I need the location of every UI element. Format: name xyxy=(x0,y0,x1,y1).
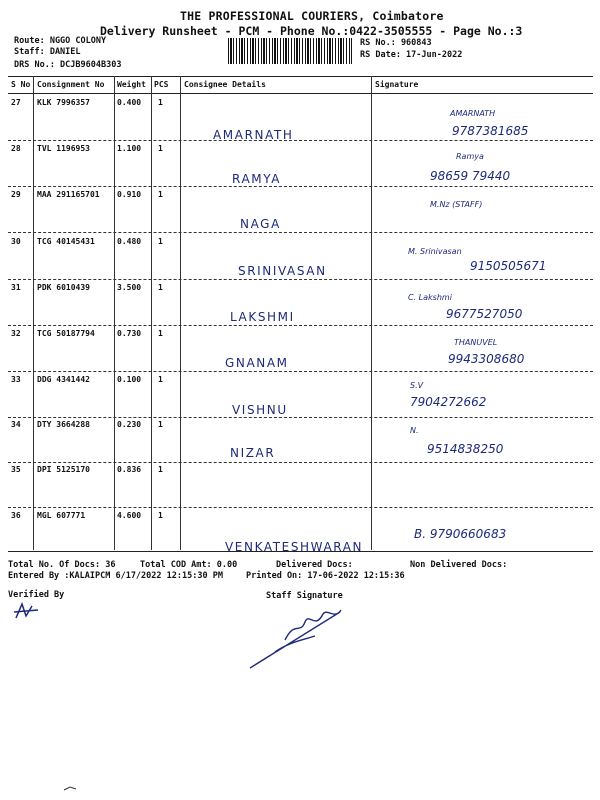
row-consignment-no: DDG 4341442 xyxy=(37,375,90,384)
col-header-weight: Weight xyxy=(117,80,146,89)
verified-by-label: Verified By xyxy=(8,590,65,600)
company-title: THE PROFESSIONAL COURIERS, Coimbatore xyxy=(180,9,444,23)
row-serial: 31 xyxy=(11,283,21,292)
row-weight: 1.100 xyxy=(117,144,142,153)
col-header-signature: Signature xyxy=(375,80,419,89)
row-consignee-name: RAMYA xyxy=(232,172,282,186)
verifier-signature xyxy=(12,600,42,624)
col-divider xyxy=(114,76,115,550)
row-signature-phone: 7904272662 xyxy=(410,395,487,409)
route-label: Route: NGGO COLONY xyxy=(14,36,107,46)
total-docs: Total No. Of Docs: 36 xyxy=(8,560,116,570)
row-pcs: 1 xyxy=(158,237,163,246)
table-bottom-rule xyxy=(8,551,593,552)
staff-signature-label: Staff Signature xyxy=(266,591,343,601)
row-signature-phone: 9514838250 xyxy=(427,442,504,456)
row-signature-name: C. Lakshmi xyxy=(408,293,452,302)
col-divider xyxy=(151,76,152,550)
barcode xyxy=(228,38,352,64)
row-weight: 3.500 xyxy=(117,283,142,292)
row-consignment-no: KLK 7996357 xyxy=(37,98,90,107)
row-signature-phone: B. 9790660683 xyxy=(414,527,507,541)
row-pcs: 1 xyxy=(158,329,163,338)
row-signature-name: M.Nz (STAFF) xyxy=(430,200,483,209)
col-header-consignee: Consignee Details xyxy=(184,80,266,89)
row-weight: 0.910 xyxy=(117,190,142,199)
row-separator xyxy=(8,232,593,233)
row-separator xyxy=(8,186,593,187)
row-weight: 0.836 xyxy=(117,465,142,474)
row-weight: 0.730 xyxy=(117,329,142,338)
rs-date: RS Date: 17-Jun-2022 xyxy=(360,50,463,60)
printed-on: Printed On: 17-06-2022 12:15:36 xyxy=(246,571,405,581)
row-consignee-name: VENKATESHWARAN xyxy=(225,540,364,554)
row-pcs: 1 xyxy=(158,375,163,384)
row-consignment-no: TCG 40145431 xyxy=(37,237,95,246)
row-separator xyxy=(8,279,593,280)
row-consignment-no: DTY 3664288 xyxy=(37,420,90,429)
row-signature-name: N. xyxy=(410,426,419,435)
row-serial: 27 xyxy=(11,98,21,107)
row-separator xyxy=(8,325,593,326)
row-signature-name: AMARNATH xyxy=(450,109,496,118)
row-consignee-name: NAGA xyxy=(240,217,281,231)
row-consignee-name: NIZAR xyxy=(230,446,276,460)
table-header-rule xyxy=(8,93,593,94)
row-signature-phone: 9943308680 xyxy=(448,352,525,366)
row-consignment-no: DPI 5125170 xyxy=(37,465,90,474)
table-top-rule xyxy=(8,76,593,77)
row-serial: 29 xyxy=(11,190,21,199)
row-consignment-no: MGL 607771 xyxy=(37,511,86,520)
non-delivered-docs: Non Delivered Docs: xyxy=(410,560,508,570)
row-signature-name: S.V xyxy=(410,381,424,390)
row-consignment-no: PDK 6010439 xyxy=(37,283,90,292)
row-pcs: 1 xyxy=(158,465,163,474)
row-consignee-name: LAKSHMI xyxy=(230,310,295,324)
row-separator xyxy=(8,462,593,463)
entered-by: Entered By :KALAIPCM 6/17/2022 12:15:30 PM xyxy=(8,571,223,581)
col-divider xyxy=(371,76,372,550)
row-separator xyxy=(8,140,593,141)
drs-number: DRS No.: DCJB9604B303 xyxy=(14,60,122,70)
runsheet-subtitle: Delivery Runsheet - PCM - Phone No.:0422-3505555 - Page No.:3 xyxy=(100,24,523,38)
row-pcs: 1 xyxy=(158,144,163,153)
col-divider xyxy=(180,76,181,550)
row-separator xyxy=(8,507,593,508)
row-consignee-name: AMARNATH xyxy=(213,128,294,142)
row-consignee-name: GNANAM xyxy=(225,356,289,370)
row-consignment-no: TVL 1196953 xyxy=(37,144,90,153)
row-pcs: 1 xyxy=(158,98,163,107)
scan-speck xyxy=(62,784,78,794)
row-signature-phone: 98659 79440 xyxy=(430,169,511,183)
row-signature-phone: 9677527050 xyxy=(446,307,523,321)
row-signature-name: Ramya xyxy=(456,152,484,161)
row-signature-name: THANUVEL xyxy=(454,338,498,347)
col-header-sno: S No xyxy=(11,80,31,89)
row-serial: 28 xyxy=(11,144,21,153)
row-consignee-name: VISHNU xyxy=(232,403,288,417)
staff-label: Staff: DANIEL xyxy=(14,47,81,57)
col-header-pcs: PCS xyxy=(154,80,169,89)
row-serial: 36 xyxy=(11,511,21,520)
col-header-consignment: Consignment No xyxy=(37,80,105,89)
row-consignee-name: SRINIVASAN xyxy=(238,264,327,278)
row-consignment-no: TCG 50187794 xyxy=(37,329,95,338)
row-pcs: 1 xyxy=(158,420,163,429)
row-weight: 0.230 xyxy=(117,420,142,429)
row-signature-phone: 9787381685 xyxy=(452,124,529,138)
row-weight: 0.400 xyxy=(117,98,142,107)
total-cod: Total COD Amt: 0.00 xyxy=(140,560,238,570)
row-serial: 30 xyxy=(11,237,21,246)
row-pcs: 1 xyxy=(158,283,163,292)
rs-number: RS No.: 960843 xyxy=(360,38,432,48)
col-divider xyxy=(33,76,34,550)
staff-signature-mark xyxy=(245,600,355,675)
delivered-docs: Delivered Docs: xyxy=(276,560,353,570)
row-pcs: 1 xyxy=(158,190,163,199)
row-weight: 4.600 xyxy=(117,511,142,520)
row-weight: 0.480 xyxy=(117,237,142,246)
row-weight: 0.100 xyxy=(117,375,142,384)
row-pcs: 1 xyxy=(158,511,163,520)
row-signature-phone: 9150505671 xyxy=(470,259,547,273)
row-signature-name: M. Srinivasan xyxy=(408,247,462,256)
row-serial: 34 xyxy=(11,420,21,429)
row-serial: 35 xyxy=(11,465,21,474)
row-separator xyxy=(8,417,593,418)
row-serial: 32 xyxy=(11,329,21,338)
row-serial: 33 xyxy=(11,375,21,384)
row-separator xyxy=(8,371,593,372)
row-consignment-no: MAA 291165701 xyxy=(37,190,100,199)
